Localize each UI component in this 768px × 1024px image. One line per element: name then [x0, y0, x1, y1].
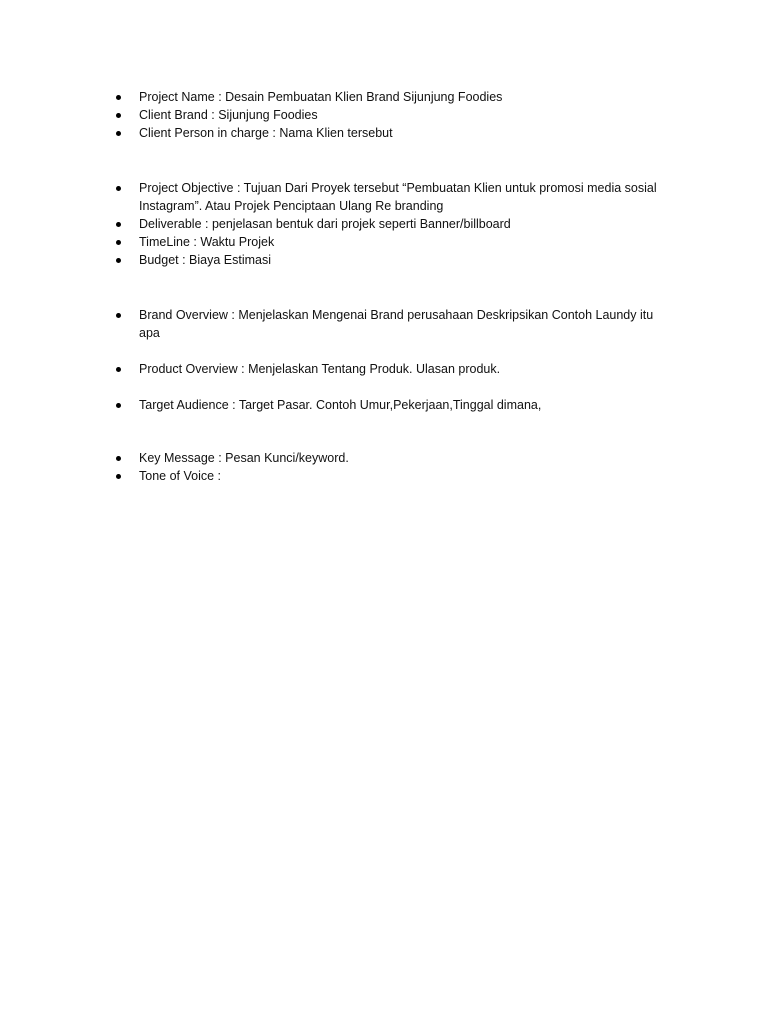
bullet-icon [116, 186, 121, 191]
bullet-list-overview [114, 306, 674, 414]
list-item [114, 251, 674, 269]
bullet-icon [116, 367, 121, 372]
list-item [114, 467, 674, 485]
bullet-icon [116, 240, 121, 245]
list-item [114, 124, 674, 142]
list-item-text: TimeLine : Waktu Projek [139, 235, 275, 249]
list-item-text: Project Objective : Tujuan Dari Proyek tersebut “Pembuatan Klien untuk promosi media sosial Instagram”. Atau Projek Penciptaan Ulang Re branding [139, 181, 657, 213]
list-item [114, 360, 674, 378]
list-item-text: Budget : Biaya Estimasi [139, 253, 272, 267]
list-item-text: Client Brand : Sijunjung Foodies [139, 108, 318, 122]
bullet-list-messaging [114, 449, 674, 485]
list-item [114, 215, 674, 233]
bullet-list-project-scope [114, 179, 674, 269]
list-item [114, 233, 674, 251]
bullet-icon [116, 474, 121, 479]
bullet-icon [116, 313, 121, 318]
list-item [114, 306, 674, 342]
list-item-text: Key Message : Pesan Kunci/keyword. [139, 451, 349, 465]
list-item [114, 179, 674, 215]
list-item-text: Project Name : Desain Pembuatan Klien Brand Sijunjung Foodies [139, 90, 503, 104]
bullet-icon [116, 113, 121, 118]
list-item-text: Target Audience : Target Pasar. Contoh Umur,Pekerjaan,Tinggal dimana, [139, 398, 542, 412]
bullet-icon [116, 131, 121, 136]
bullet-icon [116, 403, 121, 408]
list-item [114, 88, 674, 106]
list-item-text: Brand Overview : Menjelaskan Mengenai Brand perusahaan Deskripsikan Contoh Laundy itu apa [139, 308, 654, 340]
list-item-text: Tone of Voice : [139, 469, 222, 483]
bullet-icon [116, 222, 121, 227]
list-item [114, 396, 674, 414]
bullet-list-project-info [114, 88, 674, 142]
list-item-text: Deliverable : penjelasan bentuk dari projek seperti Banner/billboard [139, 217, 511, 231]
bullet-icon [116, 456, 121, 461]
bullet-icon [116, 95, 121, 100]
bullet-icon [116, 258, 121, 263]
list-item [114, 106, 674, 124]
list-item-text: Product Overview : Menjelaskan Tentang Produk. Ulasan produk. [139, 362, 501, 376]
list-item-text: Client Person in charge : Nama Klien tersebut [139, 126, 393, 140]
list-item [114, 449, 674, 467]
